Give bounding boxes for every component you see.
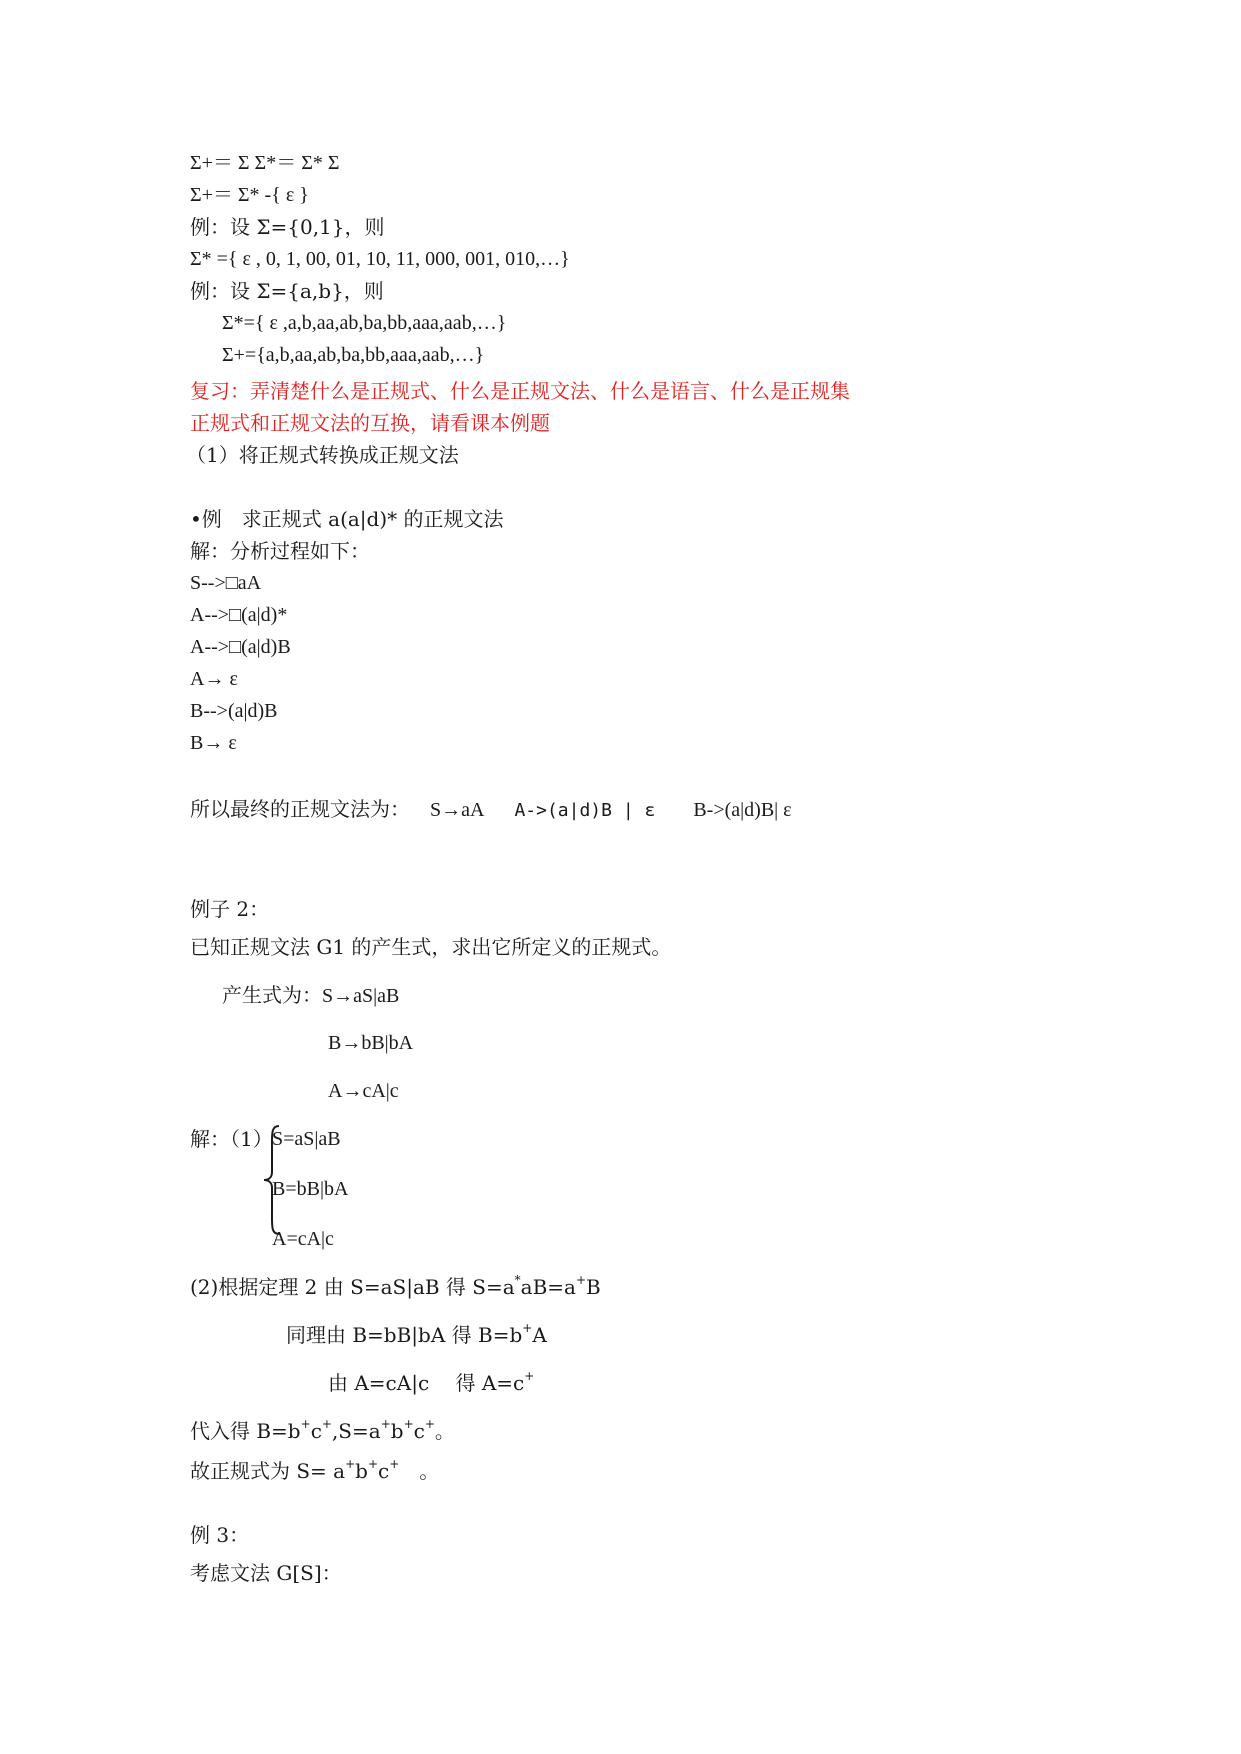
production-a: A→cA|c bbox=[328, 1080, 399, 1102]
sigma-star-ab: Σ*={ ε ,a,b,aa,ab,ba,bb,aaa,aab,…} bbox=[222, 312, 507, 334]
equation-b: B=bB|bA bbox=[272, 1178, 349, 1200]
production-s: S→aS|aB bbox=[322, 985, 400, 1007]
sub-b: b bbox=[390, 1419, 404, 1443]
substitution-line bbox=[190, 1418, 455, 1444]
derivation-5: B-->(a|d)B bbox=[190, 700, 278, 722]
superscript-star: * bbox=[514, 1273, 521, 1288]
sigma-plus-def: Σ+＝ Σ Σ*＝ Σ* Σ bbox=[190, 152, 340, 174]
conclusion-end: 。 bbox=[399, 1459, 440, 1483]
review-note-line2: 正规式和正规文法的互换，请看课本例题 bbox=[190, 411, 550, 435]
superscript-plus: + bbox=[300, 1417, 311, 1432]
sigma-star-binary: Σ* ={ ε , 0, 1, 00, 01, 10, 11, 000, 001, 010,…} bbox=[190, 248, 570, 270]
equation-a: A=cA|c bbox=[272, 1228, 334, 1250]
derivation-2: A-->□(a|d)* bbox=[190, 604, 288, 626]
sigma-plus-ab: Σ+={a,b,aa,ab,ba,bb,aaa,aab,…} bbox=[222, 344, 485, 366]
example-1-heading: •例 求正规式 a(a|d)* 的正规文法 bbox=[190, 507, 504, 531]
superscript-plus: + bbox=[403, 1417, 414, 1432]
superscript-plus: + bbox=[389, 1457, 400, 1472]
sub-c2: c bbox=[413, 1419, 425, 1443]
example-2-description: 已知正规文法 G1 的产生式，求出它所定义的正规式。 bbox=[190, 935, 672, 959]
step-2-line bbox=[190, 1274, 601, 1300]
production-b: B→bB|bA bbox=[328, 1032, 414, 1054]
conclusion-c: c bbox=[378, 1459, 390, 1483]
sub-s: ,S=a bbox=[331, 1419, 381, 1443]
productions-label: 产生式为： bbox=[222, 983, 322, 1007]
derivation-1: S-->□aA bbox=[190, 572, 262, 594]
productions-line-1 bbox=[222, 982, 399, 1009]
step-2-end: B bbox=[586, 1275, 601, 1299]
example-3-description: 考虑文法 G[S]： bbox=[190, 1561, 342, 1585]
superscript-plus: + bbox=[380, 1417, 391, 1432]
conclusion-text: 故正规式为 S= a bbox=[190, 1459, 346, 1483]
equation-s: S=aS|aB bbox=[272, 1128, 341, 1150]
superscript-plus: + bbox=[345, 1457, 356, 1472]
superscript-plus: + bbox=[575, 1273, 587, 1288]
solution-label: 解：分析过程如下： bbox=[190, 539, 370, 563]
sub-text: 代入得 B=b bbox=[190, 1419, 301, 1443]
conclusion-line bbox=[190, 1458, 439, 1484]
from-a-line bbox=[328, 1370, 534, 1396]
sigma-plus-alt: Σ+＝ Σ* -{ ε } bbox=[190, 184, 309, 206]
superscript-plus: + bbox=[321, 1417, 332, 1432]
step-1-heading: （1）将正规式转换成正规文法 bbox=[186, 443, 459, 467]
derivation-6: B→ ε bbox=[190, 732, 237, 754]
review-note-line1: 复习：弄清楚什么是正规式、什么是正规文法、什么是语言、什么是正规集 bbox=[190, 379, 850, 403]
final-rule-s: S→aA bbox=[430, 799, 485, 821]
final-grammar-prefix: 所以最终的正规文法为： bbox=[190, 797, 410, 821]
final-rule-b: B->(a|d)B| ε bbox=[693, 799, 792, 821]
similarly-b-end: A bbox=[532, 1323, 547, 1347]
superscript-plus: + bbox=[424, 1417, 435, 1432]
final-grammar bbox=[190, 796, 792, 824]
conclusion-b: b bbox=[355, 1459, 368, 1483]
similarly-b-text: 同理由 B=bB|bA 得 B=b bbox=[286, 1323, 523, 1347]
step-2-mid: aB=a bbox=[520, 1275, 576, 1299]
solution-1-label: 解：（1） bbox=[190, 1127, 273, 1151]
derivation-4: A→ ε bbox=[190, 668, 238, 690]
example-ab-intro: 例：设 Σ={a,b}，则 bbox=[190, 279, 384, 303]
derivation-3: A-->□(a|d)B bbox=[190, 636, 291, 658]
superscript-plus: + bbox=[524, 1369, 535, 1384]
example-3-heading: 例 3： bbox=[190, 1523, 250, 1547]
similarly-b-line bbox=[286, 1322, 547, 1348]
sub-c: c bbox=[310, 1419, 322, 1443]
step-2-text: (2)根据定理 2 由 S=aS|aB 得 S=a bbox=[190, 1275, 515, 1299]
sub-end: 。 bbox=[434, 1419, 455, 1443]
superscript-plus: + bbox=[367, 1457, 379, 1472]
superscript-plus: + bbox=[522, 1321, 533, 1336]
example-binary-intro: 例：设 Σ={0,1}，则 bbox=[190, 215, 385, 239]
example-2-heading: 例子 2： bbox=[190, 897, 270, 921]
from-a-text: 由 A=cA|c 得 A=c bbox=[328, 1371, 525, 1395]
final-rule-a: A->(a|d)B | ε bbox=[514, 800, 656, 821]
